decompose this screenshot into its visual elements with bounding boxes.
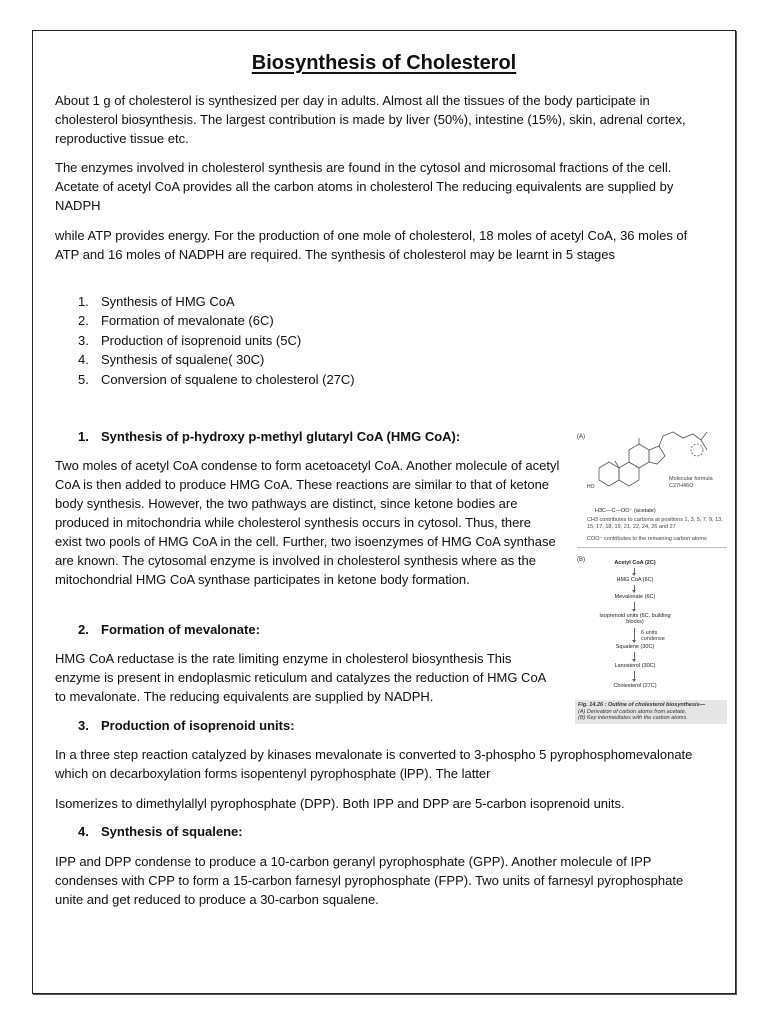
step-squalene: Squalene (30C) (615, 644, 655, 650)
section-1-paragraph: Two moles of acetyl CoA condense to form acetoacetyl CoA. Another molecule of acetyl CoA is then added to produce HMG CoA. These reactions are similar to that of ketone body synthesis. However, the two pathways are distinct, since ketone bodies are produced in mitochondria while cholesterol synthesis occurs in cytosol. Thus, there exist two pools of HMG CoA in the cell. Further, two isoenzymes of HMG CoA synthase are known. The cytosomal enzyme is involved in cholesterol synthesis where as the mitochondrial HMG CoA synthase participates in ketone body formation. (55, 458, 560, 587)
arrow-icon (634, 652, 635, 661)
section-3-paragraph-2: Isomerizes to dimethylallyl pyrophosphate (DPP). Both IPP and DPP are 5-carbon isoprenoid units. (55, 796, 625, 811)
coo-contribution-note: COO⁻ contributes to the remaining carbon atoms (587, 536, 707, 542)
step-cholesterol: Cholesterol (27C) (613, 683, 657, 689)
figure-part-a-label: (A) (577, 434, 585, 440)
section-4-paragraph: IPP and DPP condense to produce a 10-carbon geranyl pyrophosphate (GPP). Another molecule of IPP condenses with CPP to form a 15-carbon farnesyl pyrophosphate (FPP). Two units of farnesyl pyrophosphate unite and get reduced to produce a 30-carbon squalene. (55, 854, 684, 907)
stages-list (78, 292, 355, 389)
section-heading-isoprenoid: 3. Production of isoprenoid units: (78, 718, 295, 733)
section-2-paragraph: HMG CoA reductase is the rate limiting enzyme in cholesterol biosynthesis This enzyme is present in endoplasmic reticulum and catalyzes the reduction of HMG CoA to mevalonate. The reducing equivalents are supplied by NADPH. (55, 651, 546, 704)
acetate-formula: H3C—C—OO⁻ (acetate) (595, 508, 656, 514)
arrow-icon (634, 671, 635, 681)
arrow-icon (634, 628, 635, 642)
section-heading-squalene: 4. Synthesis of squalene: (78, 824, 243, 839)
ho-label: HO (587, 484, 595, 490)
step-mevalonate: Mevalonate (6C) (614, 594, 656, 600)
intro-paragraph-1: About 1 g of cholesterol is synthesized per day in adults. Almost all the tissues of the body participate in cholesterol biosynthesis. The largest contribution is made by liver (50%), intestine (15%), skin, adrenal cortex, reproductive tissue etc. (55, 93, 686, 146)
stage-item: 5. Conversion of squalene to cholesterol (27C) (78, 371, 355, 387)
page-title: Biosynthesis of Cholesterol (251, 52, 517, 74)
condense-note: 6 units condense (641, 630, 665, 642)
figure-divider (577, 547, 727, 548)
section-heading-hmg-coa: 1. Synthesis of p-hydroxy p-methyl glutaryl CoA (HMG CoA): (78, 429, 461, 444)
cholesterol-biosynthesis-figure (575, 428, 727, 728)
figure-part-b-label: (B) (577, 557, 585, 563)
stage-item: 1. Synthesis of HMG CoA (78, 294, 235, 309)
molecular-formula: Molecular formula C27H46O (669, 476, 713, 489)
arrow-icon (634, 568, 635, 575)
section-heading-mevalonate: 2. Formation of mevalonate: (78, 622, 260, 637)
intro-paragraph-2: The enzymes involved in cholesterol synthesis are found in the cytosol and microsomal fractions of the cell. Acetate of acetyl CoA provides all the carbon atoms in cholesterol The reducing equivalents are supplied by NADPH (55, 160, 674, 213)
step-hmg-coa: HMG CoA (6C) (616, 577, 654, 583)
arrow-icon (634, 585, 635, 592)
figure-caption: Fig. 14.26 : Outline of cholesterol biosynthesis— (A) Derivation of carbon atoms from acetate, (B) Key intermediates with the carbon atoms. (575, 700, 727, 724)
stage-item: 4. Synthesis of squalene( 30C) (78, 352, 265, 368)
arrow-icon (634, 602, 635, 611)
step-acetyl-coa: Acetyl CoA (2C) (614, 560, 656, 566)
stage-item: 3. Production of isoprenoid units (5C) (78, 332, 302, 348)
intro-paragraph-3: while ATP provides energy. For the production of one mole of cholesterol, 18 moles of acetyl CoA, 36 moles of ATP and 16 moles of NADPH are required. The synthesis of cholesterol may be learnt in 5 stages (55, 228, 688, 262)
section-3-paragraph-1: In a three step reaction catalyzed by kinases mevalonate is converted to 3-phospho 5 pyrophosphomevalonate which on decarboxylation forms isopentenyl pyrophosphate (lPP). The latter (55, 747, 693, 781)
step-isoprenoid-units: Isoprenoid units (5C, building blocks) (599, 613, 671, 625)
stage-item: 2. Formation of mevalonate (6C) (78, 313, 274, 329)
step-lanosterol: Lanosterol (30C) (614, 663, 656, 669)
cholesterol-structure-icon (585, 428, 727, 508)
ch3-contribution-note: CH3 contributes to carbons at positions 1, 3, 5, 7, 9, 13, 15, 17, 18, 19, 21, 22, 24, 26 and 27 (587, 517, 723, 530)
